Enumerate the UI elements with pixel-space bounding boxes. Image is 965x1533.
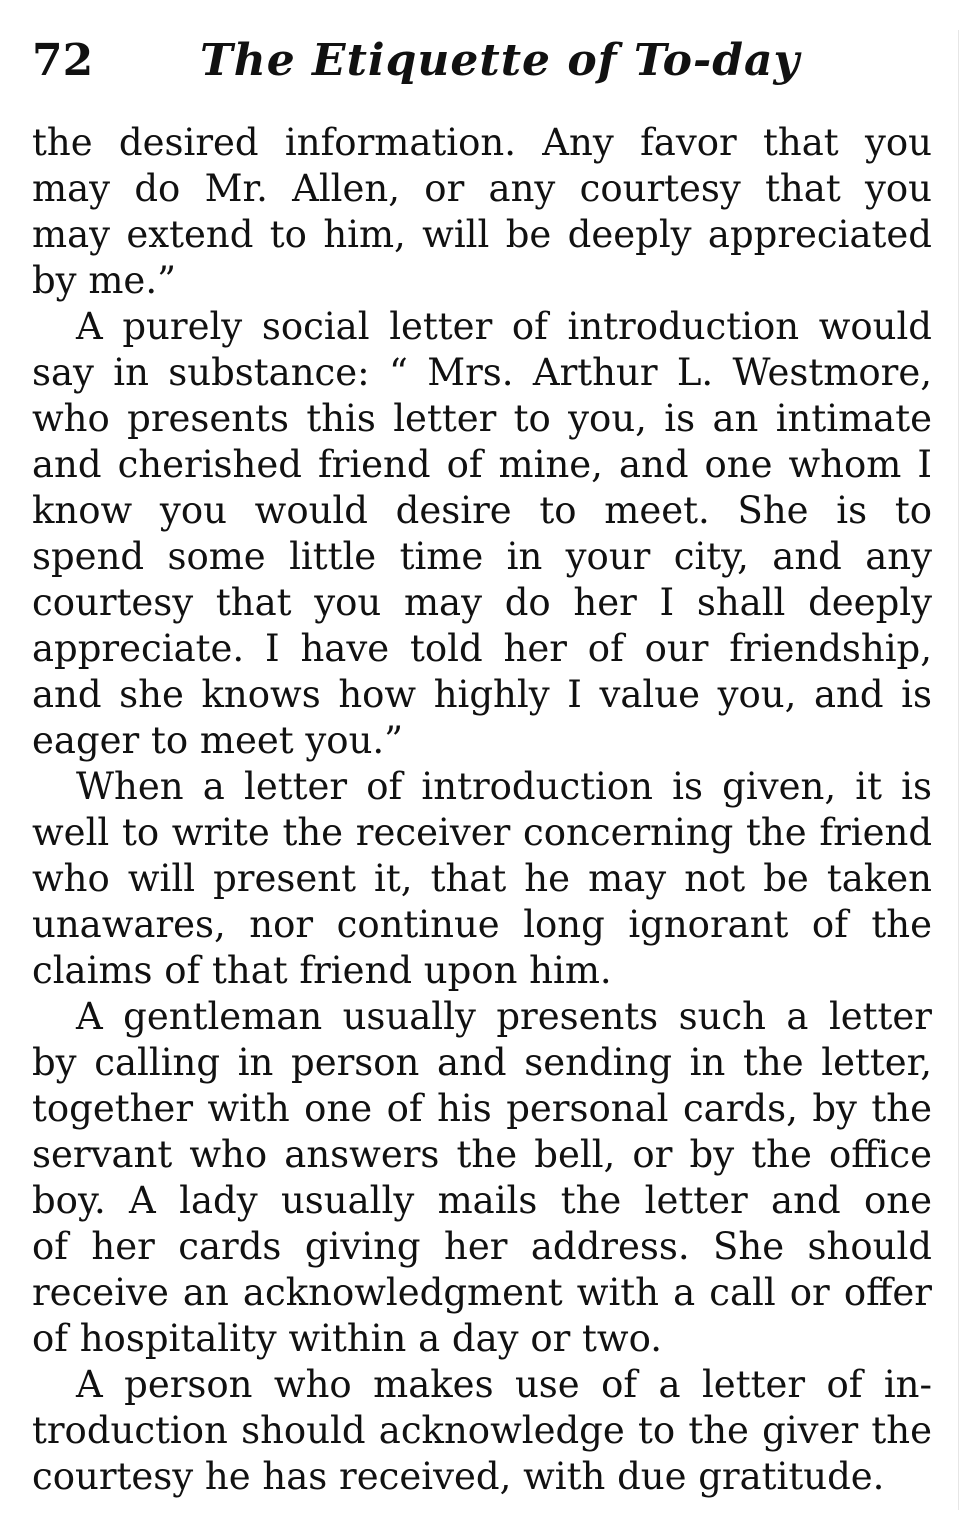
text-line: who will present it, that he may not be taken [32,857,932,900]
body-text [32,120,932,1500]
text-line: by calling in person and sending in the letter, [32,1041,932,1084]
text-line: may do Mr. Allen, or any courtesy that you [32,167,932,210]
page-number: 72 [32,35,94,86]
paragraph-start-line: A purely social letter of introduction would [76,305,932,348]
text-line: claims of that friend upon him. [32,949,612,992]
text-line: and cherished friend of mine, and one whom I [32,443,932,486]
text-line: well to write the receiver concerning the friend [32,811,932,854]
text-line: and she knows how highly I value you, and is [32,673,932,716]
text-line: by me.” [32,259,177,302]
text-line: appreciate. I have told her of our friendship, [32,627,932,670]
text-line: receive an acknowledgment with a call or offer [32,1271,932,1314]
text-line: troduction should acknowledge to the giver the [32,1409,932,1452]
text-line: courtesy he has received, with due gratitude. [32,1455,885,1498]
paragraph-start-line: A gentleman usually presents such a letter [76,995,932,1038]
text-line: say in substance: “ Mrs. Arthur L. Westmore, [32,351,932,394]
paragraph-start-line: A person who makes use of a letter of in- [76,1363,932,1406]
text-line: of hospitality within a day or two. [32,1317,662,1360]
text-line: the desired information. Any favor that you [32,121,932,164]
text-line: spend some little time in your city, and any [32,535,932,578]
text-line: of her cards giving her address. She should [32,1225,932,1268]
running-head [32,26,912,96]
text-line: unawares, nor continue long ignorant of the [32,903,932,946]
text-line: eager to meet you.” [32,719,404,762]
text-line: boy. A lady usually mails the letter and one [32,1179,932,1222]
text-line: may extend to him, will be deeply appreciated [32,213,932,256]
book-title: The Etiquette of To-day [200,35,801,86]
text-line: servant who answers the bell, or by the office [32,1133,932,1176]
text-line: together with one of his personal cards, by the [32,1087,932,1130]
text-line: who presents this letter to you, is an intimate [32,397,932,440]
scan-edge-line [958,30,959,1510]
paragraph-start-line: When a letter of introduction is given, it is [76,765,932,808]
text-line: courtesy that you may do her I shall deeply [32,581,932,624]
text-line: know you would desire to meet. She is to [32,489,932,532]
